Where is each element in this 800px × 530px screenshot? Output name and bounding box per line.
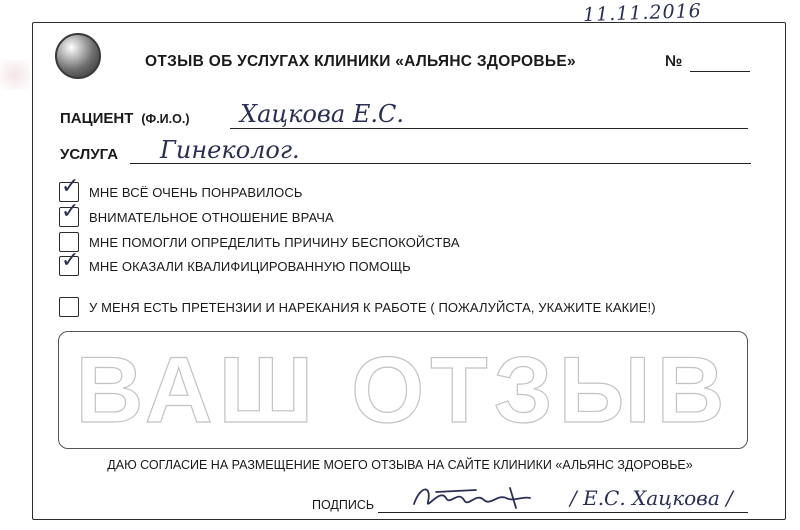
signature-label: ПОДПИСЬ	[312, 498, 375, 512]
checklist-item[interactable]	[59, 231, 460, 253]
checklist-label: МНЕ ОКАЗАЛИ КВАЛИФИЦИРОВАННУЮ ПОМОЩЬ	[89, 258, 411, 274]
checkbox[interactable]	[59, 248, 80, 276]
checklist-item[interactable]	[59, 248, 411, 277]
service-label: УСЛУГА	[60, 146, 119, 163]
patient-label	[60, 110, 189, 127]
signature-name-handwritten: / Е.С. Хацкова /	[570, 486, 733, 510]
patient-name-handwritten: Хацкова Е.С.	[240, 100, 404, 128]
signature-scribble-icon	[406, 478, 556, 518]
patient-sublabel: (Ф.И.О.)	[141, 112, 190, 126]
checkbox[interactable]	[59, 297, 79, 317]
form-number-field[interactable]	[690, 71, 750, 72]
checkbox[interactable]	[59, 199, 80, 227]
date-handwritten: 11.11.2016	[582, 0, 703, 27]
service-handwritten: Гинеколог.	[160, 136, 300, 164]
checklist-label: МНЕ ВСЁ ОЧЕНЬ ПОНРАВИЛОСЬ	[89, 184, 303, 200]
checklist-label: МНЕ ПОМОГЛИ ОПРЕДЕЛИТЬ ПРИЧИНУ БЕСПОКОЙСТВА	[89, 234, 460, 250]
check-mark-icon: ✓	[61, 199, 80, 224]
form-title: ОТЗЫВ ОБ УСЛУГАХ КЛИНИКИ «АЛЬЯНС ЗДОРОВЬЕ»	[145, 53, 576, 70]
check-mark-icon: ✓	[61, 248, 80, 273]
consent-text: ДАЮ СОГЛАСИЕ НА РАЗМЕЩЕНИЕ МОЕГО ОТЗЫВА НА САЙТЕ КЛИНИКИ «АЛЬЯНС ЗДОРОВЬЕ»	[107, 458, 693, 472]
patient-label-text: ПАЦИЕНТ	[60, 110, 134, 127]
check-mark-icon: ✓	[61, 174, 80, 199]
checklist-item-complaints[interactable]	[59, 296, 656, 318]
checklist-label: ВНИМАТЕЛЬНОЕ ОТНОШЕНИЕ ВРАЧА	[89, 209, 334, 225]
clinic-logo-icon	[55, 33, 101, 79]
checklist-item[interactable]	[59, 199, 334, 228]
patient-field-line[interactable]	[230, 128, 748, 129]
checklist-label: У МЕНЯ ЕСТЬ ПРЕТЕНЗИИ И НАРЕКАНИЯ К РАБОТЕ ( ПОЖАЛУЙСТА, УКАЖИТЕ КАКИЕ!)	[89, 299, 656, 315]
review-textarea[interactable]	[58, 331, 748, 449]
form-number-label: №	[665, 53, 683, 70]
review-placeholder: ВАШ ОТЗЫВ	[75, 337, 731, 442]
checklist-item[interactable]	[59, 174, 303, 203]
paper-stain	[0, 60, 30, 90]
